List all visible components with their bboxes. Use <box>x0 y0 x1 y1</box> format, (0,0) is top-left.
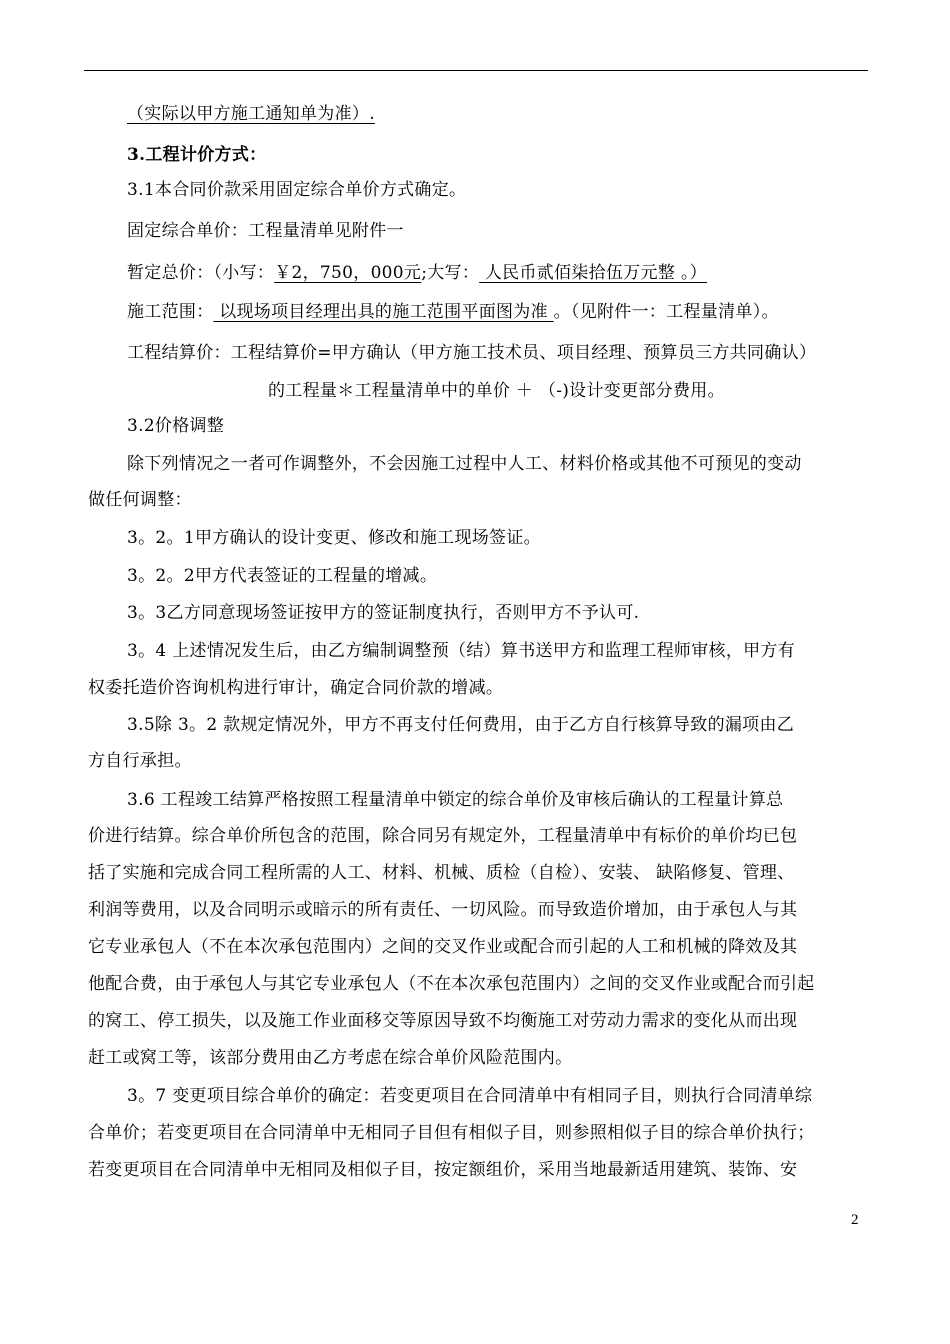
fixed-price-label: 固定综合单价： <box>127 221 249 241</box>
provisional-big-amount: 人民币贰佰柒拾伍万元整 。） <box>479 263 707 283</box>
text-line: 3.2价格调整 <box>127 416 225 436</box>
text-line: 3.6 工程竣工结算严格按照工程量清单中锁定的综合单价及审核后确认的工程量计算总 <box>127 790 784 810</box>
header-rule <box>84 70 868 71</box>
text-line: 3。2。2甲方代表签证的工程量的增减。 <box>127 566 438 586</box>
text-line: 3。4 上述情况发生后，由乙方编制调整预（结）算书送甲方和监理工程师审核，甲方有 <box>127 641 796 661</box>
text-line: 的窝工、停工损失，以及施工作业面移交等原因导致不均衡施工对劳动力需求的变化从而出现 <box>88 1011 798 1031</box>
provisional-mid: ;大写： <box>421 263 480 283</box>
text-line: 合单价；若变更项目在合同清单中无相同子目但有相似子目，则参照相似子目的综合单价执行； <box>88 1123 815 1143</box>
section-heading: 3.工程计价方式： <box>127 145 267 165</box>
text-line: 价进行结算。综合单价所包含的范围，除合同另有规定外，工程量清单中有标价的单价均已包 <box>88 826 798 846</box>
provisional-label: 暂定总价：（小写： <box>127 263 275 283</box>
scope-label: 施工范围： <box>127 302 214 322</box>
text-line: 3。2。1甲方确认的设计变更、修改和施工现场签证。 <box>127 528 541 548</box>
text-line: （实际以甲方施工通知单为准）. <box>127 104 375 124</box>
text-line: 3。7 变更项目综合单价的确定：若变更项目在合同清单中有相同子目，则执行合同清单综 <box>127 1086 813 1106</box>
text-line: 利润等费用，以及合同明示或暗示的所有责任、一切风险。而导致造价增加，由于承包人与其 <box>88 900 798 920</box>
text-line: 的工程量＊工程量清单中的单价 ＋ （-)设计变更部分费用。 <box>268 381 725 401</box>
text-line: 做任何调整： <box>88 490 192 510</box>
fixed-price-value: 工程量清单见附件一 <box>248 221 404 241</box>
text-line: 方自行承担。 <box>88 751 192 771</box>
provisional-price-line <box>127 262 707 284</box>
text-line: 若变更项目在合同清单中无相同及相似子目，按定额组价，采用当地最新适用建筑、装饰、安 <box>88 1160 798 1180</box>
text-line: 3。3乙方同意现场签证按甲方的签证制度执行，否则甲方不予认可. <box>127 603 640 623</box>
text-line: 工程结算价：工程结算价=甲方确认（甲方施工技术员、项目经理、预算员三方共同确认） <box>127 343 817 363</box>
text-line: 它专业承包人（不在本次承包范围内）之间的交叉作业或配合而引起的人工和机械的降效及其 <box>88 937 798 957</box>
scope-tail: 。（见附件一：工程量清单）。 <box>553 302 779 322</box>
page-number: 2 <box>851 1212 859 1228</box>
text-line: 3.5除 3。2 款规定情况外，甲方不再支付任何费用，由于乙方自行核算导致的漏项由乙 <box>127 715 795 735</box>
text-line: 他配合费，由于承包人与其它专业承包人（不在本次承包范围内）之间的交叉作业或配合而引起 <box>88 974 815 994</box>
text-line: 括了实施和完成合同工程所需的人工、材料、机械、质检（自检）、安装、 缺陷修复、管理、 <box>88 863 795 883</box>
text-line: 3.1本合同价款采用固定综合单价方式确定。 <box>127 180 467 200</box>
scope-value: 以现场项目经理出具的施工范围平面图为准 <box>213 302 554 322</box>
text-line: 除下列情况之一者可作调整外，不会因施工过程中人工、材料价格或其他不可预见的变动 <box>127 454 802 474</box>
text-line: 权委托造价咨询机构进行审计，确定合同价款的增减。 <box>88 678 504 698</box>
text-line: 赶工或窝工等，该部分费用由乙方考虑在综合单价风险范围内。 <box>88 1048 573 1068</box>
provisional-small-amount: ￥2，750，000元 <box>274 263 422 283</box>
scope-line <box>127 301 779 323</box>
fixed-price-line <box>127 220 404 242</box>
